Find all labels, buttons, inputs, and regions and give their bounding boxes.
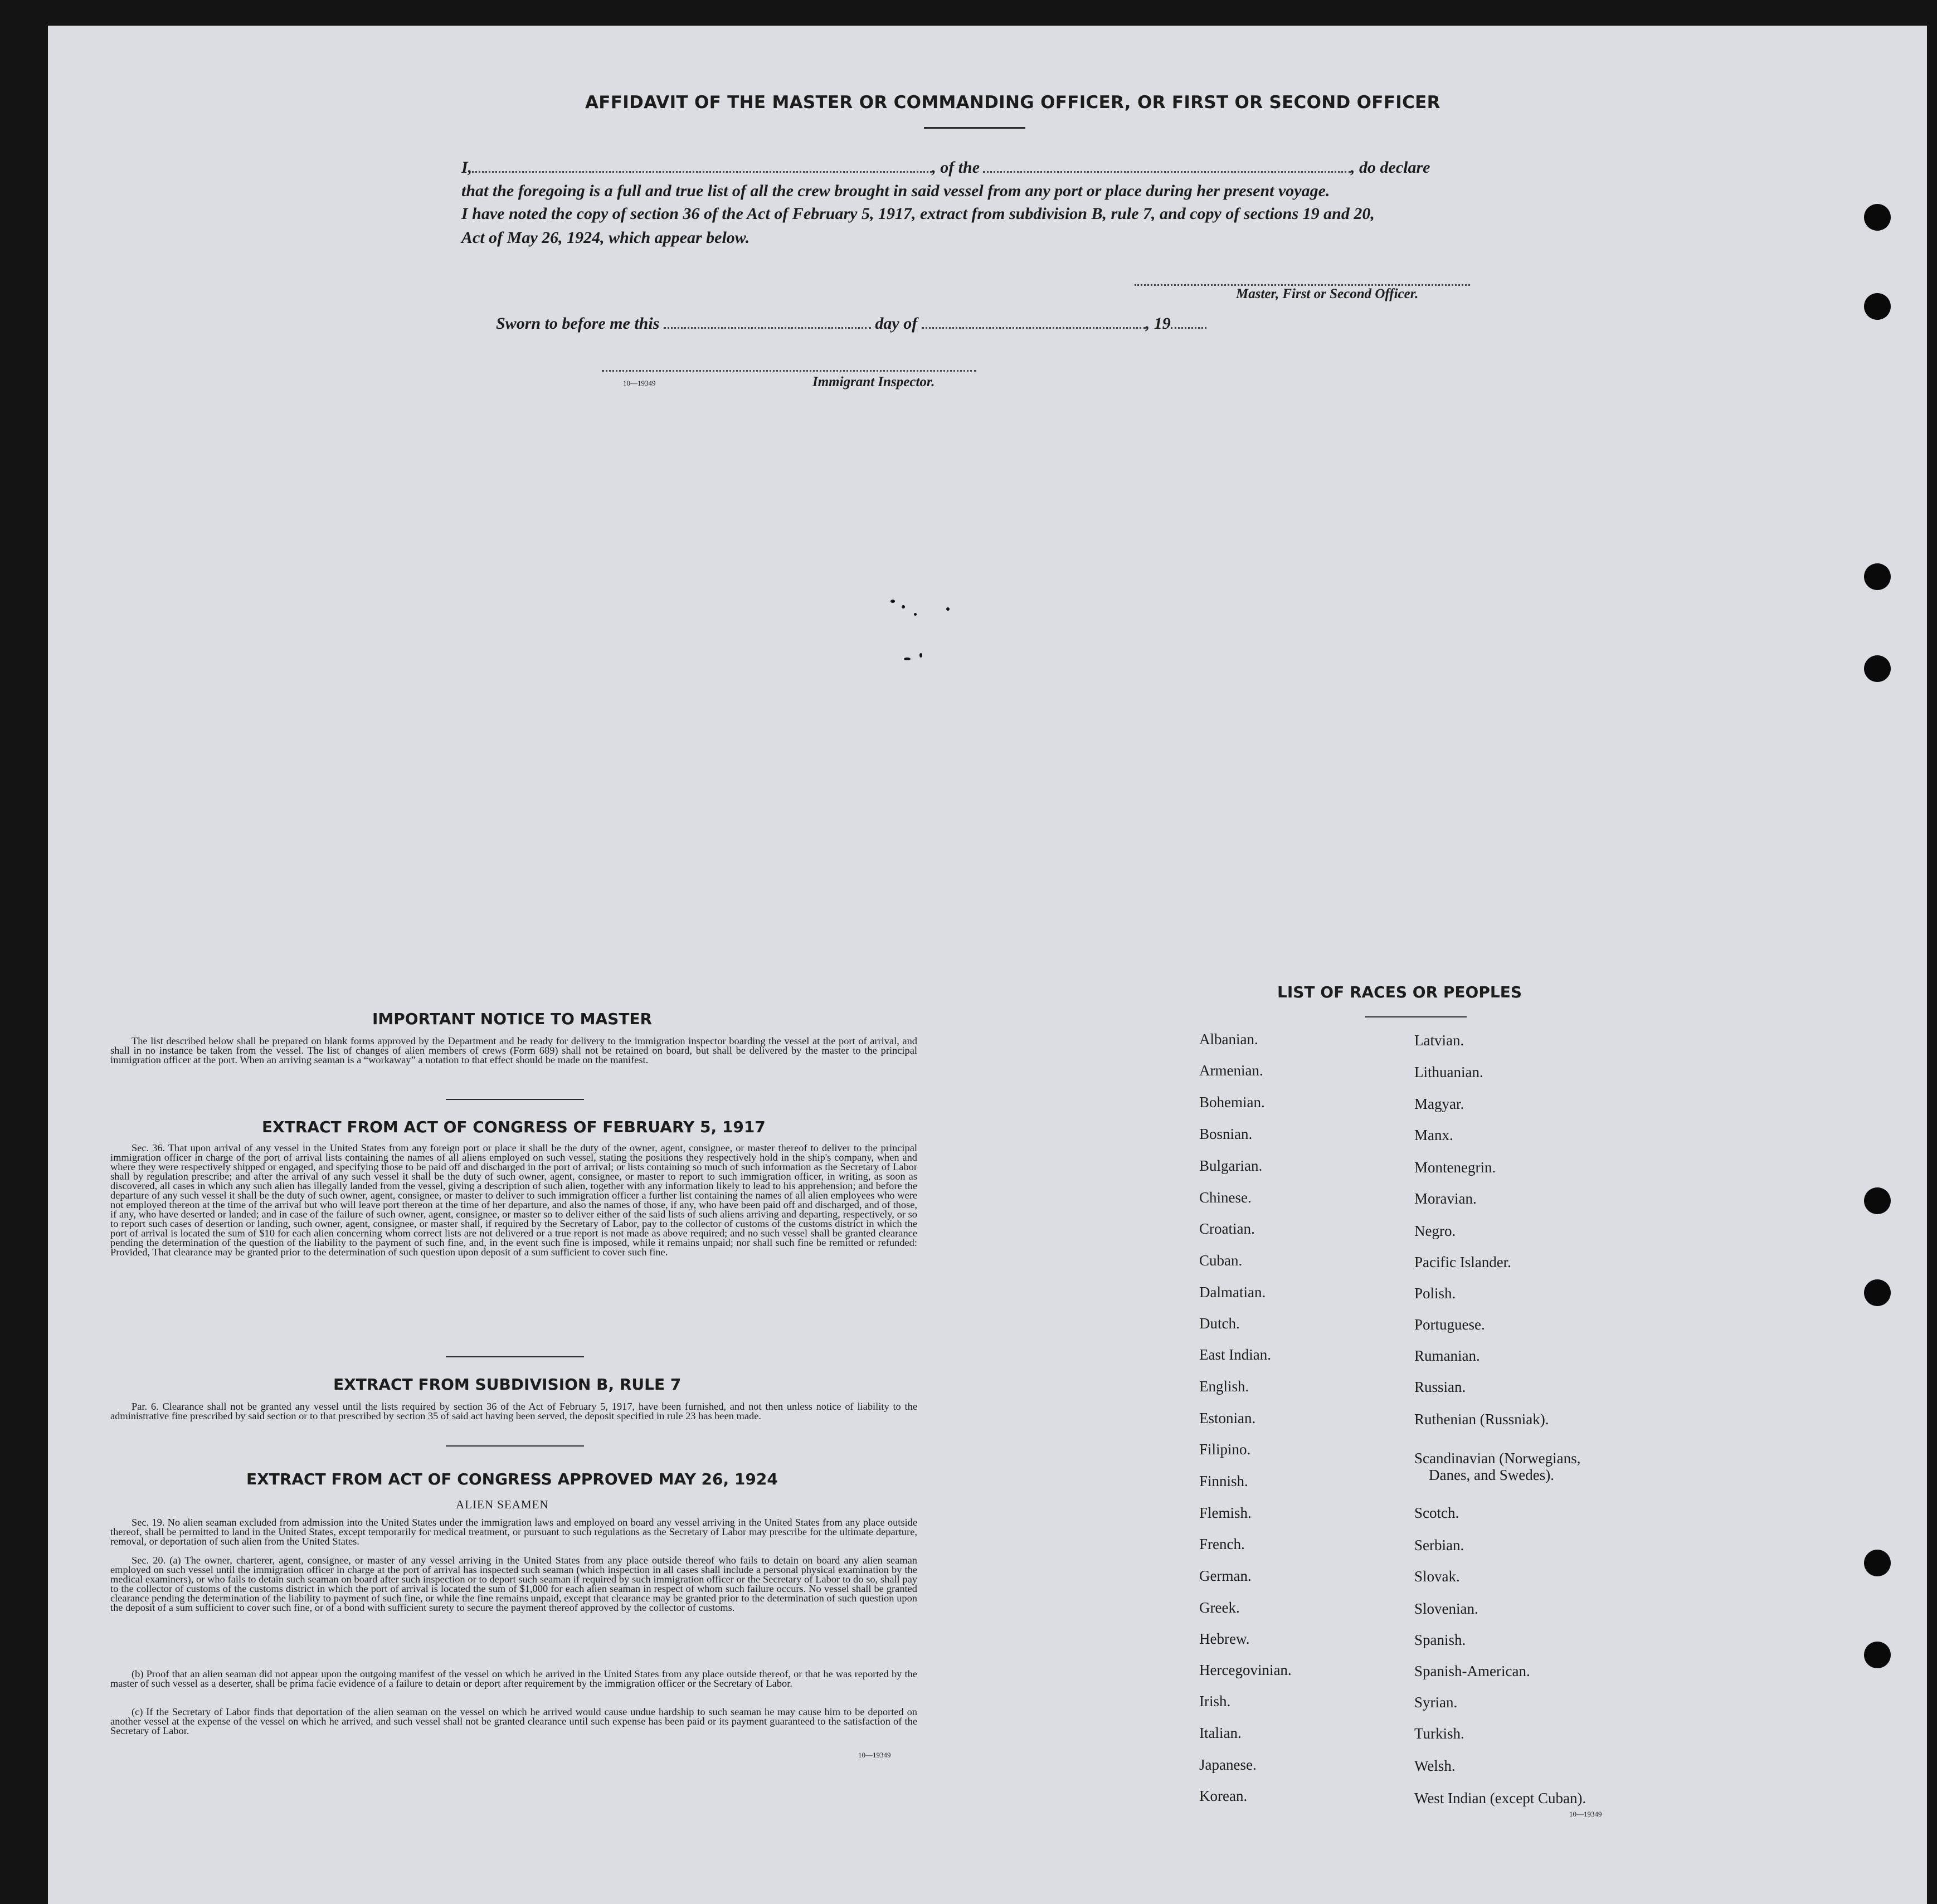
race-item: Ruthenian (Russniak). (1414, 1411, 1549, 1428)
race-item: Croatian. (1199, 1220, 1255, 1237)
divider (446, 1099, 584, 1100)
ink-speck (919, 653, 922, 658)
punch-hole (1864, 204, 1891, 231)
race-item: Latvian. (1414, 1032, 1464, 1049)
sworn-prefix: Sworn to before me this (496, 314, 660, 333)
ink-speck (890, 600, 895, 603)
race-item: Manx. (1414, 1127, 1453, 1143)
race-item: Slovenian. (1414, 1600, 1478, 1617)
race-item: Estonian. (1199, 1410, 1256, 1426)
race-item: Italian. (1199, 1725, 1242, 1741)
race-item: Bosnian. (1199, 1126, 1253, 1142)
extract-rule7-title: EXTRACT FROM SUBDIVISION B, RULE 7 (333, 1375, 682, 1394)
punch-hole (1864, 655, 1891, 682)
day-of-label: day of (875, 314, 918, 333)
race-item: Spanish. (1414, 1632, 1466, 1648)
race-item: Dalmatian. (1199, 1284, 1266, 1301)
race-item: Korean. (1199, 1788, 1248, 1804)
year-prefix: , 19 (1145, 314, 1171, 333)
sworn-day-blank[interactable] (664, 327, 871, 329)
extract-rule7-body: Par. 6. Clearance shall not be granted any vessel until the lists required by section 36 of the Act of February 5, 1917, have been furnished, and not then unless notice of liability to the administrative fine prescribed by said section or to that prescribed by section 35 of said act having been served, the deposit specified in rule 23 has been made. (110, 1401, 917, 1421)
extract-1924-title: EXTRACT FROM ACT OF CONGRESS APPROVED MAY 26, 1924 (246, 1470, 778, 1488)
sworn-year-blank[interactable] (1171, 327, 1206, 329)
divider (446, 1356, 584, 1357)
punch-hole (1864, 563, 1891, 590)
race-item: Hebrew. (1199, 1630, 1250, 1647)
form-number: 10—19349 (623, 379, 656, 387)
race-item: Russian. (1414, 1379, 1466, 1395)
inspector-signature-line[interactable] (602, 370, 976, 372)
race-item: Spanish-American. (1414, 1663, 1530, 1679)
race-item: Flemish. (1199, 1504, 1252, 1521)
affidavit-line-2: that the foregoing is a full and true list of all the crew brought in said vessel from any port or place during her present voyage. (461, 182, 1330, 200)
race-item: Danes, and Swedes). (1429, 1467, 1554, 1483)
race-item: Slovak. (1414, 1568, 1460, 1585)
ink-speck (904, 658, 911, 660)
notice-body: The list described below shall be prepared on blank forms approved by the Department and be ready for delivery to the immigration inspector boarding the vessel at the port of arrival, and shall in no instance be taken from the vessel. The list of changes of alien members of crews (Form 689) shall not be retained on board, but shall be delivered by the master to the principal immigration officer at the port. When an arriving seaman is a “workaway” a notation to that effect should be made on the manifest. (110, 1035, 917, 1065)
sworn-month-blank[interactable] (922, 327, 1146, 329)
alien-seamen-subtitle: ALIEN SEAMEN (456, 1498, 549, 1511)
race-item: East Indian. (1199, 1346, 1271, 1363)
punch-hole (1864, 293, 1891, 320)
race-item: Bulgarian. (1199, 1157, 1263, 1174)
race-item: Chinese. (1199, 1189, 1252, 1206)
race-item: French. (1199, 1536, 1245, 1552)
race-item: Portuguese. (1414, 1316, 1485, 1333)
race-item: Montenegrin. (1414, 1159, 1496, 1176)
race-item: Magyar. (1414, 1095, 1464, 1112)
race-item: Japanese. (1199, 1756, 1257, 1773)
race-item: Serbian. (1414, 1537, 1464, 1554)
punch-hole (1864, 1279, 1891, 1306)
ink-speck (914, 613, 917, 616)
race-item: Negro. (1414, 1223, 1456, 1239)
ink-speck (946, 607, 950, 611)
vessel-blank[interactable] (983, 171, 1351, 173)
races-title-underline (1365, 1016, 1467, 1017)
race-item: Filipino. (1199, 1441, 1251, 1458)
of-the-label: , of the (932, 158, 980, 177)
race-item: Hercegovinian. (1199, 1662, 1292, 1678)
race-item: Moravian. (1414, 1190, 1477, 1207)
races-title: LIST OF RACES OR PEOPLES (1277, 983, 1522, 1001)
sec20a-body: Sec. 20. (a) The owner, charterer, agent, consignee, or master of any vessel arriving in the United States from any place outside thereof who fails to detain on board any alien seaman employed on such vessel until the immigration officer in charge at the port of arrival has inspected such seaman (which inspection in all cases shall include a personal physical examination by the medical examiners), or who fails to detain such seaman on board after such inspection or to deport such seaman if required by such immigration officer or the Secretary of Labor to do so, shall pay to the collector of customs of the customs district in which the port of arrival is located the sum of $1,000 for each alien seaman in respect of whom such failure occurs. No vessel shall be granted clearance pending the determination of the liability to payment of such fine, or while the fine remains unpaid, except that clearance may be granted prior to the determination of such question upon the deposit of a sum sufficient to cover such fine, or of a bond with sufficient surety to secure the payment thereof approved by the collector of customs. (110, 1555, 917, 1613)
sworn-line (496, 314, 1206, 333)
race-item: German. (1199, 1567, 1252, 1584)
divider (446, 1445, 584, 1447)
sec20b-body: (b) Proof that an alien seaman did not appear upon the outgoing manifest of the vessel on which he arrived in the United States from any place outside thereof, or that he was reported by the master of such vessel as a deserter, shall be prima facie evidence of a failure to detain or deport after requirement by the immigration officer or the Secretary of Labor. (110, 1668, 917, 1689)
ink-speck (902, 605, 905, 608)
race-item: Scandinavian (Norwegians, (1414, 1450, 1581, 1467)
affidavit-i: I, (461, 158, 473, 177)
race-item: Welsh. (1414, 1757, 1456, 1774)
extract-1917-body: Sec. 36. That upon arrival of any vessel in the United States from any foreign port or place it shall be the duty of the owner, agent, consignee, or master thereof to deliver to the principal immigration officer in charge of the port of arrival lists containing the names of all aliens employed on such vessel, stating the positions they respectively hold in the ship's company, when and where they were respectively shipped or engaged, and specifying those to be paid off and discharged in the port of arrival; or lists containing so much of such information as the Secretary of Labor shall by regulation prescribe; and after the arrival of any such vessel it shall be the duty of such owner, agent, consignee, or master to report to such immigration officer, in writing, as soon as discovered, all cases in which any such alien has illegally landed from the vessel, giving a description of such alien, together with any information likely to lead to his apprehension; and before the departure of any such vessel it shall be the duty of such owner, agent, consignee, or master to deliver to such immigration officer a further list containing the names of all alien employees who were not employed thereon at the time of the arrival but who will leave port thereon at the time of her departure, and also the names of those, if any, who have been paid off and discharged, and of those, if any, who have deserted or landed; and in case of the failure of such owner, agent, consignee, or master so to deliver either of the said lists of such aliens arriving and departing, respectively, or so to report such cases of desertion or landing, such owner, agent, consignee, or master shall, if required by the Secretary of Labor, pay to the collector of customs of the customs district in which the port of arrival is located the sum of $10 for each alien concerning whom correct lists are not delivered or a true report is not made as above required; and no such vessel shall be granted clearance pending the determination of the question of the liability to the payment of such fine, and, in the event such fine is imposed, while it remains unpaid; nor shall such fine be remitted or refunded: Provided, That clearance may be granted prior to the determination of such question upon deposit of a sum sufficient to cover such fine. (110, 1142, 917, 1258)
race-item: Greek. (1199, 1599, 1240, 1616)
race-item: West Indian (except Cuban). (1414, 1790, 1586, 1806)
race-item: Irish. (1199, 1693, 1231, 1710)
race-item: Finnish. (1199, 1473, 1248, 1489)
master-signature-line[interactable] (1135, 284, 1470, 286)
race-item: Bohemian. (1199, 1094, 1265, 1111)
race-item: Armenian. (1199, 1062, 1263, 1079)
master-signature-label: Master, First or Second Officer. (1236, 286, 1419, 301)
name-blank[interactable] (472, 171, 932, 173)
document-page (48, 26, 1927, 1904)
affidavit-line-1 (461, 158, 1430, 177)
race-item: English. (1199, 1378, 1249, 1395)
extract-1917-title: EXTRACT FROM ACT OF CONGRESS OF FEBRUARY 5, 1917 (262, 1118, 766, 1136)
race-item: Lithuanian. (1414, 1064, 1483, 1080)
race-item: Albanian. (1199, 1031, 1258, 1048)
race-item: Cuban. (1199, 1252, 1243, 1269)
punch-hole (1864, 1187, 1891, 1214)
declare-label: , do declare (1351, 158, 1430, 177)
race-item: Rumanian. (1414, 1347, 1480, 1364)
title-underline (924, 127, 1025, 129)
form-number: 10—19349 (1569, 1810, 1602, 1818)
race-item: Pacific Islander. (1414, 1254, 1511, 1270)
race-item: Polish. (1414, 1285, 1456, 1302)
race-item: Syrian. (1414, 1694, 1458, 1711)
race-item: Scotch. (1414, 1504, 1459, 1521)
notice-title: IMPORTANT NOTICE TO MASTER (372, 1010, 653, 1028)
punch-hole (1864, 1550, 1891, 1576)
affidavit-line-4: Act of May 26, 1924, which appear below. (461, 228, 750, 247)
sec20c-body: (c) If the Secretary of Labor finds that deportation of the alien seaman on the vessel on which he arrived would cause undue hardship to such seaman he may cause him to be deported on another vessel at the expense of the vessel on which he arrived, and such vessel shall not be granted clearance until such expense has been paid or its payment guaranteed to the satisfaction of the Secretary of Labor. (110, 1706, 917, 1736)
form-number: 10—19349 (858, 1751, 891, 1759)
race-item: Dutch. (1199, 1315, 1240, 1332)
sec19-body: Sec. 19. No alien seaman excluded from admission into the United States under the immigration laws and employed on board any vessel arriving in the United States from any place outside thereof, shall be permitted to land in the United States, except temporarily for medical treatment, or pursuant to such regulations as the Secretary of Labor may prescribe for the ultimate departure, removal, or deportation of such alien from the United States. (110, 1517, 917, 1547)
affidavit-line-3: I have noted the copy of section 36 of the Act of February 5, 1917, extract from subdivision B, rule 7, and copy of sections 19 and 20, (461, 204, 1375, 223)
inspector-label: Immigrant Inspector. (812, 374, 935, 389)
punch-hole (1864, 1642, 1891, 1668)
affidavit-title: AFFIDAVIT OF THE MASTER OR COMMANDING OFFICER, OR FIRST OR SECOND OFFICER (585, 92, 1440, 113)
race-item: Turkish. (1414, 1725, 1464, 1742)
